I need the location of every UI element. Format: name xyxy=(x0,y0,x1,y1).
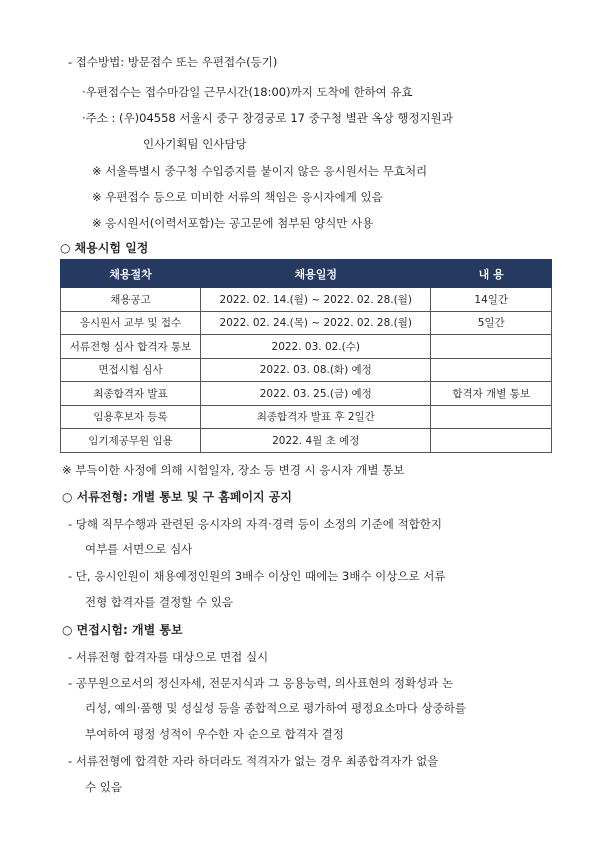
table-row xyxy=(61,335,552,359)
form-note: ※ 응시원서(이력서포함)는 공고문에 첨부된 양식만 사용 xyxy=(92,216,374,230)
cell-content: 합격자 개별 통보 xyxy=(431,382,552,406)
schedule-heading: ○ 채용시험 일정 xyxy=(60,241,149,255)
schedule-change-note: ※ 부득이한 사정에 의해 시험일자, 장소 등 변경 시 응시자 개별 통보 xyxy=(62,463,405,477)
interview-heading: ○ 면접시험: 개별 통보 xyxy=(62,623,183,637)
document-screening-line: 전형 합격자를 결정할 수 있음 xyxy=(85,595,233,609)
cell-content xyxy=(431,429,552,453)
table-row xyxy=(61,288,552,312)
application-method: - 접수방법: 방문접수 또는 우편접수(등기) xyxy=(68,55,278,69)
address-line: ·주소 : (우)04558 서울시 중구 창경궁로 17 중구청 별관 옥상 행정지원과 xyxy=(82,111,453,125)
header-procedure: 채용절차 xyxy=(61,260,201,288)
cell-procedure: 최종합격자 발표 xyxy=(61,382,201,406)
cell-schedule: 2022. 03. 25.(금) 예정 xyxy=(201,382,431,406)
schedule-table xyxy=(60,259,552,453)
mail-responsibility-note: ※ 우편접수 등으로 미비한 서류의 책임은 응시자에게 있음 xyxy=(92,190,383,204)
document-screening-heading: ○ 서류전형: 개별 통보 및 구 홈페이지 공지 xyxy=(62,490,292,504)
document-screening-line: - 단, 응시인원이 채용예정인원의 3배수 이상인 때에는 3배수 이상으로 서류 xyxy=(68,569,446,583)
mail-deadline-note: ·우편접수는 접수마감일 근무시간(18:00)까지 도착에 한하여 유효 xyxy=(82,85,413,99)
cell-content: 14일간 xyxy=(431,288,552,312)
cell-schedule: 최종합격자 발표 후 2일간 xyxy=(201,405,431,429)
table-row xyxy=(61,358,552,382)
cell-procedure: 임기제공무원 임용 xyxy=(61,429,201,453)
document-screening-line: - 당해 직무수행과 관련된 응시자의 자격·경력 등이 소정의 기준에 적합한지 xyxy=(68,517,442,531)
table-row xyxy=(61,429,552,453)
interview-line: - 서류전형 합격자를 대상으로 면접 실시 xyxy=(68,650,269,664)
cell-procedure: 채용공고 xyxy=(61,288,201,312)
table-header-row xyxy=(61,260,552,288)
cell-schedule: 2022. 03. 08.(화) 예정 xyxy=(201,358,431,382)
address-department: 인사기획팀 인사담당 xyxy=(143,137,247,151)
stamp-note: ※ 서울특별시 중구청 수입증지를 붙이지 않은 응시원서는 무효처리 xyxy=(92,164,428,178)
document-screening-line: 여부를 서면으로 심사 xyxy=(85,542,193,556)
interview-line: - 공무원으로서의 정신자세, 전문지식과 그 응용능력, 의사표현의 정확성과 논 xyxy=(68,676,454,690)
header-schedule: 채용일정 xyxy=(201,260,431,288)
cell-procedure: 면접시험 심사 xyxy=(61,358,201,382)
header-content: 내 용 xyxy=(431,260,552,288)
interview-line: 수 있음 xyxy=(85,780,122,794)
cell-content xyxy=(431,405,552,429)
interview-line: - 서류전형에 합격한 자라 하더라도 적격자가 없는 경우 최종합격자가 없을 xyxy=(68,754,439,768)
cell-content xyxy=(431,335,552,359)
cell-procedure: 응시원서 교부 및 접수 xyxy=(61,311,201,335)
interview-line: 리성, 예의·품행 및 성실성 등을 종합적으로 평가하여 평정요소마다 상중하를 xyxy=(85,701,466,715)
table-row xyxy=(61,311,552,335)
cell-content xyxy=(431,358,552,382)
interview-line: 부여하여 평정 성적이 우수한 자 순으로 합격자 결정 xyxy=(85,727,344,741)
cell-content: 5일간 xyxy=(431,311,552,335)
table-row xyxy=(61,405,552,429)
cell-schedule: 2022. 4월 초 예정 xyxy=(201,429,431,453)
cell-procedure: 서류전형 심사 합격자 통보 xyxy=(61,335,201,359)
cell-schedule: 2022. 03. 02.(수) xyxy=(201,335,431,359)
cell-schedule: 2022. 02. 14.(월) ~ 2022. 02. 28.(월) xyxy=(201,288,431,312)
table-row xyxy=(61,382,552,406)
cell-schedule: 2022. 02. 24.(목) ~ 2022. 02. 28.(월) xyxy=(201,311,431,335)
cell-procedure: 임용후보자 등록 xyxy=(61,405,201,429)
